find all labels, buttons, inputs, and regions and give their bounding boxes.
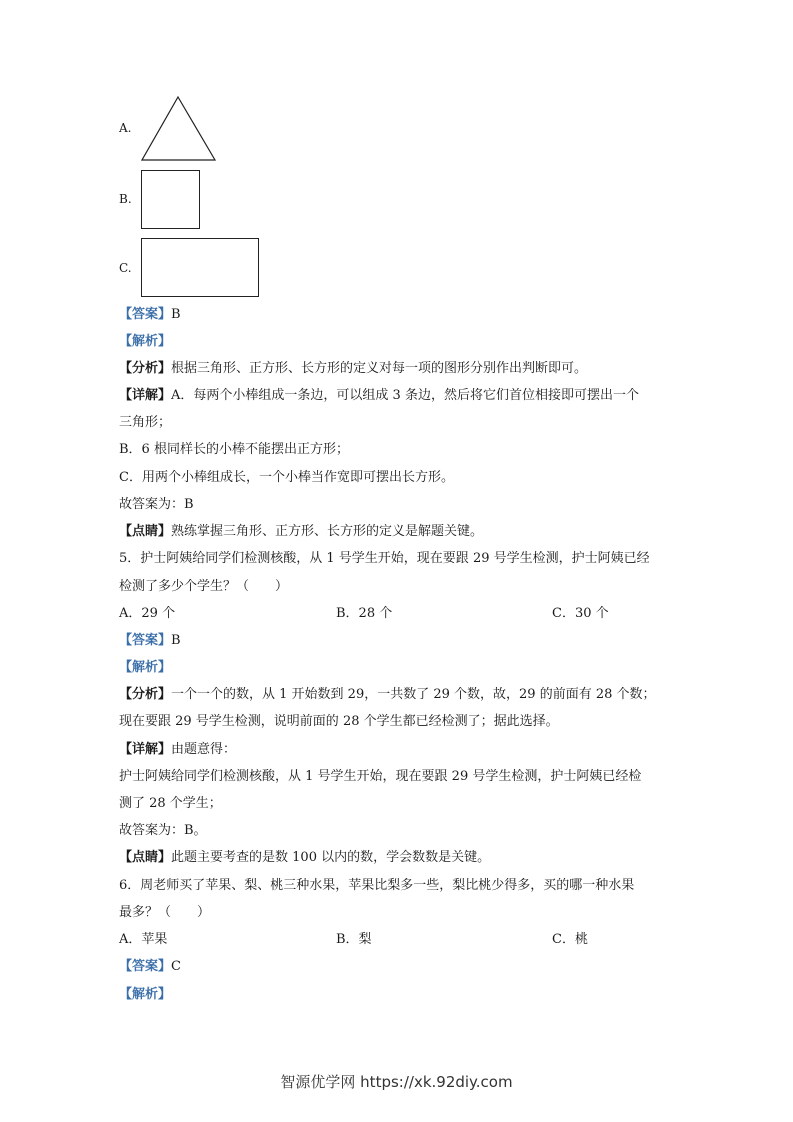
q6-stem-2: 最多？（ ）	[119, 905, 211, 920]
q5-xiangjie-3: 测了 28 个学生；	[119, 796, 222, 811]
q5-answer-line: 【答案】B	[119, 633, 181, 648]
q4-conclusion: 故答案为：B	[119, 497, 194, 512]
q5-option-a: A．29 个	[119, 606, 176, 621]
q4-dianjing: 【点睛】熟练掌握三角形、正方形、长方形的定义是解题关键。	[119, 524, 484, 539]
q6-option-a: A．苹果	[119, 932, 168, 947]
q5-xiangjie-1: 【详解】由题意得：	[119, 742, 237, 757]
q5-conclusion: 故答案为：B。	[119, 823, 207, 838]
q4-xiangjie-3: B．6 根同样长的小棒不能摆出正方形；	[119, 442, 349, 457]
q5-option-b: B．28 个	[336, 606, 393, 621]
q4-analysis-tag: 【解析】	[119, 334, 172, 349]
q5-fenxi-2: 现在要跟 29 号学生检测，说明前面的 28 个学生都已经检测了；据此选择。	[119, 714, 559, 729]
q6-option-b: B．梨	[336, 932, 372, 947]
option-c-label: C.	[119, 261, 132, 275]
footer-watermark: 智源优学网 https://xk.92diy.com	[280, 1073, 513, 1091]
q5-stem-1: 5．护士阿姨给同学们检测核酸，从 1 号学生开始，现在要跟 29 号学生检测，护士阿姨已经	[119, 551, 650, 566]
square-shape	[141, 170, 200, 229]
q4-xiangjie-4: C．用两个小棒组成长，一个小棒当作宽即可摆出长方形。	[119, 470, 454, 485]
q4-xiangjie-1: 【详解】A．每两个小棒组成一条边，可以组成 3 条边，然后将它们首位相接即可摆出一个	[119, 388, 639, 403]
triangle-shape	[141, 96, 217, 162]
q6-answer-line: 【答案】C	[119, 959, 181, 974]
q4-xiangjie-2: 三角形；	[119, 415, 172, 430]
rectangle-shape	[141, 238, 259, 297]
answer-tag: 【答案】	[119, 307, 172, 322]
q6-stem-1: 6．周老师买了苹果、梨、桃三种水果，苹果比梨多一些，梨比桃少得多，买的哪一种水果	[119, 878, 635, 893]
q5-option-c: C．30 个	[552, 606, 609, 621]
q5-xiangjie-2: 护士阿姨给同学们检测核酸，从 1 号学生开始，现在要跟 29 号学生检测，护士阿姨已经检	[119, 769, 642, 784]
q5-analysis-tag: 【解析】	[119, 660, 172, 675]
answer-value: B	[171, 307, 181, 322]
q4-answer-line	[119, 306, 181, 324]
q5-fenxi-1: 【分析】一个一个的数，从 1 开始数到 29，一共数了 29 个数，故，29 的前面有 28 个数；	[119, 687, 656, 702]
q5-dianjing: 【点睛】此题主要考查的是数 100 以内的数，学会数数是关键。	[119, 850, 491, 865]
option-a-label: A.	[119, 121, 132, 135]
option-b-label: B.	[119, 192, 132, 206]
q5-stem-2: 检测了多少个学生？（ ）	[119, 579, 289, 594]
q6-analysis-tag: 【解析】	[119, 987, 172, 1002]
q6-option-c: C．桃	[552, 932, 588, 947]
q4-fenxi: 【分析】根据三角形、正方形、长方形的定义对每一项的图形分别作出判断即可。	[119, 361, 588, 376]
